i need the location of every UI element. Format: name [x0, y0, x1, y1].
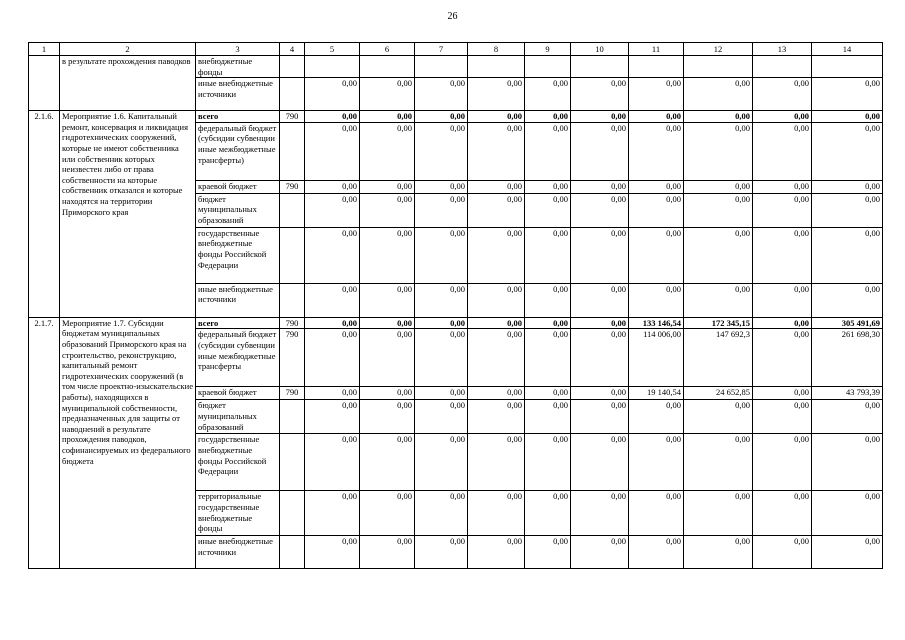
value-cell [305, 56, 360, 78]
funding-source: бюджет муниципальных образований [196, 400, 280, 434]
grbs-code: 790 [280, 329, 305, 387]
value-cell: 0,00 [525, 434, 571, 491]
funding-source: территориальные государственные внебюджетные фонды [196, 491, 280, 536]
value-cell: 0,00 [629, 491, 684, 536]
value-cell: 0,00 [753, 536, 812, 569]
value-cell: 0,00 [812, 111, 883, 123]
value-cell: 0,00 [415, 78, 468, 111]
value-cell: 0,00 [812, 193, 883, 227]
value-cell: 0,00 [684, 227, 753, 283]
value-cell: 0,00 [360, 434, 415, 491]
funding-source: бюджет муниципальных образований [196, 193, 280, 227]
value-cell [571, 56, 629, 78]
value-cell: 0,00 [305, 387, 360, 400]
value-cell: 0,00 [525, 193, 571, 227]
value-cell: 0,00 [360, 111, 415, 123]
value-cell: 0,00 [360, 491, 415, 536]
value-cell: 0,00 [629, 78, 684, 111]
value-cell: 0,00 [415, 122, 468, 180]
value-cell: 0,00 [305, 329, 360, 387]
value-cell: 0,00 [753, 111, 812, 123]
value-cell: 0,00 [629, 180, 684, 193]
header-cell: 7 [415, 43, 468, 56]
value-cell: 0,00 [571, 122, 629, 180]
budget-table [28, 42, 883, 569]
value-cell: 0,00 [812, 491, 883, 536]
value-cell: 0,00 [812, 434, 883, 491]
measure-name: в результате прохождения паводков [60, 56, 196, 111]
grbs-code [280, 536, 305, 569]
value-cell: 0,00 [468, 536, 525, 569]
funding-source: федеральный бюджет (субсидии субвенции иные межбюджетные трансферты) [196, 122, 280, 180]
value-cell: 0,00 [305, 491, 360, 536]
row-code: 2.1.6. [29, 111, 60, 318]
table-row [29, 56, 883, 78]
measure-name: Мероприятие 1.7. Субсидии бюджетам муниципальных образований Приморского края на строительство, реконструкцию, капитальный ремонт гидротехнических сооружений (в том числе проектно-изыскательские работы), находящихся в муниципальной собственности, предназначенных для защиты от наводнений в результате прохождения паводков, софинансируемых из федерального бюджета [60, 317, 196, 569]
value-cell: 0,00 [753, 78, 812, 111]
value-cell: 172 345,15 [684, 317, 753, 329]
value-cell: 0,00 [525, 180, 571, 193]
value-cell: 0,00 [415, 400, 468, 434]
value-cell: 0,00 [753, 317, 812, 329]
value-cell: 0,00 [684, 400, 753, 434]
header-cell: 3 [196, 43, 280, 56]
value-cell: 0,00 [571, 193, 629, 227]
value-cell: 0,00 [415, 387, 468, 400]
value-cell: 0,00 [629, 111, 684, 123]
header-cell: 14 [812, 43, 883, 56]
value-cell: 0,00 [360, 227, 415, 283]
value-cell: 0,00 [571, 180, 629, 193]
header-cell: 9 [525, 43, 571, 56]
value-cell: 0,00 [468, 400, 525, 434]
value-cell: 0,00 [571, 536, 629, 569]
value-cell: 0,00 [525, 536, 571, 569]
value-cell: 0,00 [684, 180, 753, 193]
funding-source: государственные внебюджетные фонды Российской Федерации [196, 434, 280, 491]
funding-source: иные внебюджетные источники [196, 536, 280, 569]
value-cell: 0,00 [753, 122, 812, 180]
value-cell: 0,00 [571, 387, 629, 400]
value-cell [468, 56, 525, 78]
value-cell: 0,00 [415, 329, 468, 387]
value-cell: 19 140,54 [629, 387, 684, 400]
header-cell: 10 [571, 43, 629, 56]
value-cell: 0,00 [468, 122, 525, 180]
value-cell: 0,00 [684, 491, 753, 536]
value-cell: 0,00 [468, 227, 525, 283]
value-cell: 305 491,69 [812, 317, 883, 329]
value-cell: 0,00 [415, 434, 468, 491]
value-cell: 261 698,30 [812, 329, 883, 387]
value-cell: 0,00 [415, 536, 468, 569]
value-cell: 0,00 [812, 227, 883, 283]
funding-source: иные внебюджетные источники [196, 78, 280, 111]
grbs-code [280, 227, 305, 283]
grbs-code [280, 491, 305, 536]
table-row [29, 111, 883, 123]
value-cell: 0,00 [360, 283, 415, 317]
value-cell: 0,00 [684, 283, 753, 317]
value-cell: 0,00 [571, 283, 629, 317]
value-cell: 0,00 [468, 491, 525, 536]
grbs-code: 790 [280, 111, 305, 123]
value-cell: 0,00 [415, 227, 468, 283]
value-cell: 0,00 [684, 434, 753, 491]
header-row [29, 43, 883, 56]
grbs-code: 790 [280, 180, 305, 193]
value-cell: 0,00 [525, 227, 571, 283]
value-cell: 0,00 [415, 111, 468, 123]
value-cell: 0,00 [525, 387, 571, 400]
grbs-code: 790 [280, 387, 305, 400]
header-cell: 13 [753, 43, 812, 56]
grbs-code [280, 434, 305, 491]
value-cell: 0,00 [812, 180, 883, 193]
value-cell: 0,00 [525, 111, 571, 123]
value-cell: 43 793,39 [812, 387, 883, 400]
value-cell: 0,00 [360, 387, 415, 400]
value-cell: 0,00 [305, 400, 360, 434]
value-cell: 0,00 [305, 122, 360, 180]
value-cell: 0,00 [525, 317, 571, 329]
grbs-code: 790 [280, 317, 305, 329]
funding-source: краевой бюджет [196, 387, 280, 400]
value-cell: 0,00 [571, 491, 629, 536]
header-cell: 2 [60, 43, 196, 56]
value-cell: 0,00 [305, 536, 360, 569]
value-cell: 0,00 [468, 434, 525, 491]
value-cell: 0,00 [571, 227, 629, 283]
value-cell: 0,00 [415, 317, 468, 329]
value-cell [415, 56, 468, 78]
value-cell: 0,00 [525, 491, 571, 536]
value-cell: 0,00 [571, 434, 629, 491]
measure-name: Мероприятие 1.6. Капитальный ремонт, консервация и ликвидация гидротехнических сооружений, которые не имеют собственника или собственник которых неизвестен либо от права собственности на которые собственник отказался и которые находятся на территории Приморского края [60, 111, 196, 318]
funding-source: иные внебюджетные источники [196, 283, 280, 317]
value-cell: 0,00 [468, 317, 525, 329]
page-number: 26 [447, 11, 458, 22]
value-cell: 0,00 [468, 78, 525, 111]
funding-source: государственные внебюджетные фонды Российской Федерации [196, 227, 280, 283]
value-cell: 0,00 [629, 434, 684, 491]
funding-source: внебюджетные фонды [196, 56, 280, 78]
value-cell: 0,00 [415, 193, 468, 227]
value-cell: 0,00 [525, 78, 571, 111]
value-cell: 0,00 [360, 329, 415, 387]
value-cell: 0,00 [468, 193, 525, 227]
value-cell: 0,00 [305, 111, 360, 123]
funding-source: федеральный бюджет (субсидии субвенции иные межбюджетные трансферты [196, 329, 280, 387]
value-cell: 0,00 [468, 329, 525, 387]
header-cell: 8 [468, 43, 525, 56]
value-cell: 0,00 [525, 329, 571, 387]
value-cell: 0,00 [415, 491, 468, 536]
header-cell: 1 [29, 43, 60, 56]
value-cell: 0,00 [468, 111, 525, 123]
value-cell: 0,00 [468, 283, 525, 317]
value-cell: 0,00 [753, 180, 812, 193]
row-code: 2.1.7. [29, 317, 60, 569]
value-cell: 0,00 [468, 387, 525, 400]
value-cell: 0,00 [753, 227, 812, 283]
value-cell: 0,00 [812, 536, 883, 569]
value-cell [812, 56, 883, 78]
value-cell: 0,00 [571, 111, 629, 123]
value-cell: 0,00 [571, 78, 629, 111]
grbs-code [280, 283, 305, 317]
value-cell: 0,00 [753, 434, 812, 491]
funding-source: краевой бюджет [196, 180, 280, 193]
value-cell: 0,00 [415, 283, 468, 317]
value-cell: 0,00 [812, 122, 883, 180]
value-cell: 0,00 [753, 193, 812, 227]
funding-source: всего [196, 111, 280, 123]
value-cell: 0,00 [525, 283, 571, 317]
value-cell: 0,00 [305, 227, 360, 283]
grbs-code [280, 193, 305, 227]
value-cell: 0,00 [415, 180, 468, 193]
value-cell: 0,00 [684, 78, 753, 111]
value-cell: 0,00 [684, 122, 753, 180]
value-cell: 0,00 [684, 536, 753, 569]
value-cell: 0,00 [360, 122, 415, 180]
value-cell: 0,00 [305, 283, 360, 317]
value-cell: 0,00 [753, 491, 812, 536]
value-cell: 147 692,3 [684, 329, 753, 387]
value-cell: 0,00 [629, 227, 684, 283]
value-cell: 0,00 [753, 387, 812, 400]
value-cell: 0,00 [812, 283, 883, 317]
value-cell: 0,00 [629, 193, 684, 227]
value-cell [525, 56, 571, 78]
grbs-code [280, 122, 305, 180]
grbs-code [280, 78, 305, 111]
value-cell: 0,00 [684, 111, 753, 123]
table-body [29, 43, 883, 569]
header-cell: 4 [280, 43, 305, 56]
value-cell: 0,00 [571, 400, 629, 434]
value-cell [360, 56, 415, 78]
value-cell: 0,00 [360, 317, 415, 329]
value-cell: 0,00 [360, 400, 415, 434]
value-cell: 0,00 [525, 400, 571, 434]
value-cell: 114 006,00 [629, 329, 684, 387]
value-cell [629, 56, 684, 78]
value-cell: 0,00 [360, 78, 415, 111]
value-cell: 0,00 [753, 329, 812, 387]
value-cell: 0,00 [571, 317, 629, 329]
value-cell: 0,00 [360, 180, 415, 193]
funding-source: всего [196, 317, 280, 329]
value-cell: 0,00 [571, 329, 629, 387]
header-cell: 5 [305, 43, 360, 56]
grbs-code [280, 56, 305, 78]
value-cell: 0,00 [305, 434, 360, 491]
value-cell: 0,00 [812, 78, 883, 111]
value-cell: 0,00 [305, 78, 360, 111]
header-cell: 11 [629, 43, 684, 56]
value-cell: 133 146,54 [629, 317, 684, 329]
value-cell: 0,00 [684, 193, 753, 227]
header-cell: 12 [684, 43, 753, 56]
value-cell: 24 652,85 [684, 387, 753, 400]
value-cell: 0,00 [305, 317, 360, 329]
value-cell: 0,00 [812, 400, 883, 434]
table-row [29, 317, 883, 329]
header-cell: 6 [360, 43, 415, 56]
value-cell: 0,00 [525, 122, 571, 180]
value-cell: 0,00 [629, 536, 684, 569]
value-cell: 0,00 [753, 283, 812, 317]
row-code [29, 56, 60, 111]
value-cell: 0,00 [468, 180, 525, 193]
value-cell [753, 56, 812, 78]
value-cell: 0,00 [629, 400, 684, 434]
value-cell: 0,00 [360, 193, 415, 227]
value-cell: 0,00 [629, 283, 684, 317]
value-cell [684, 56, 753, 78]
value-cell: 0,00 [305, 180, 360, 193]
value-cell: 0,00 [629, 122, 684, 180]
grbs-code [280, 400, 305, 434]
value-cell: 0,00 [360, 536, 415, 569]
value-cell: 0,00 [753, 400, 812, 434]
value-cell: 0,00 [305, 193, 360, 227]
